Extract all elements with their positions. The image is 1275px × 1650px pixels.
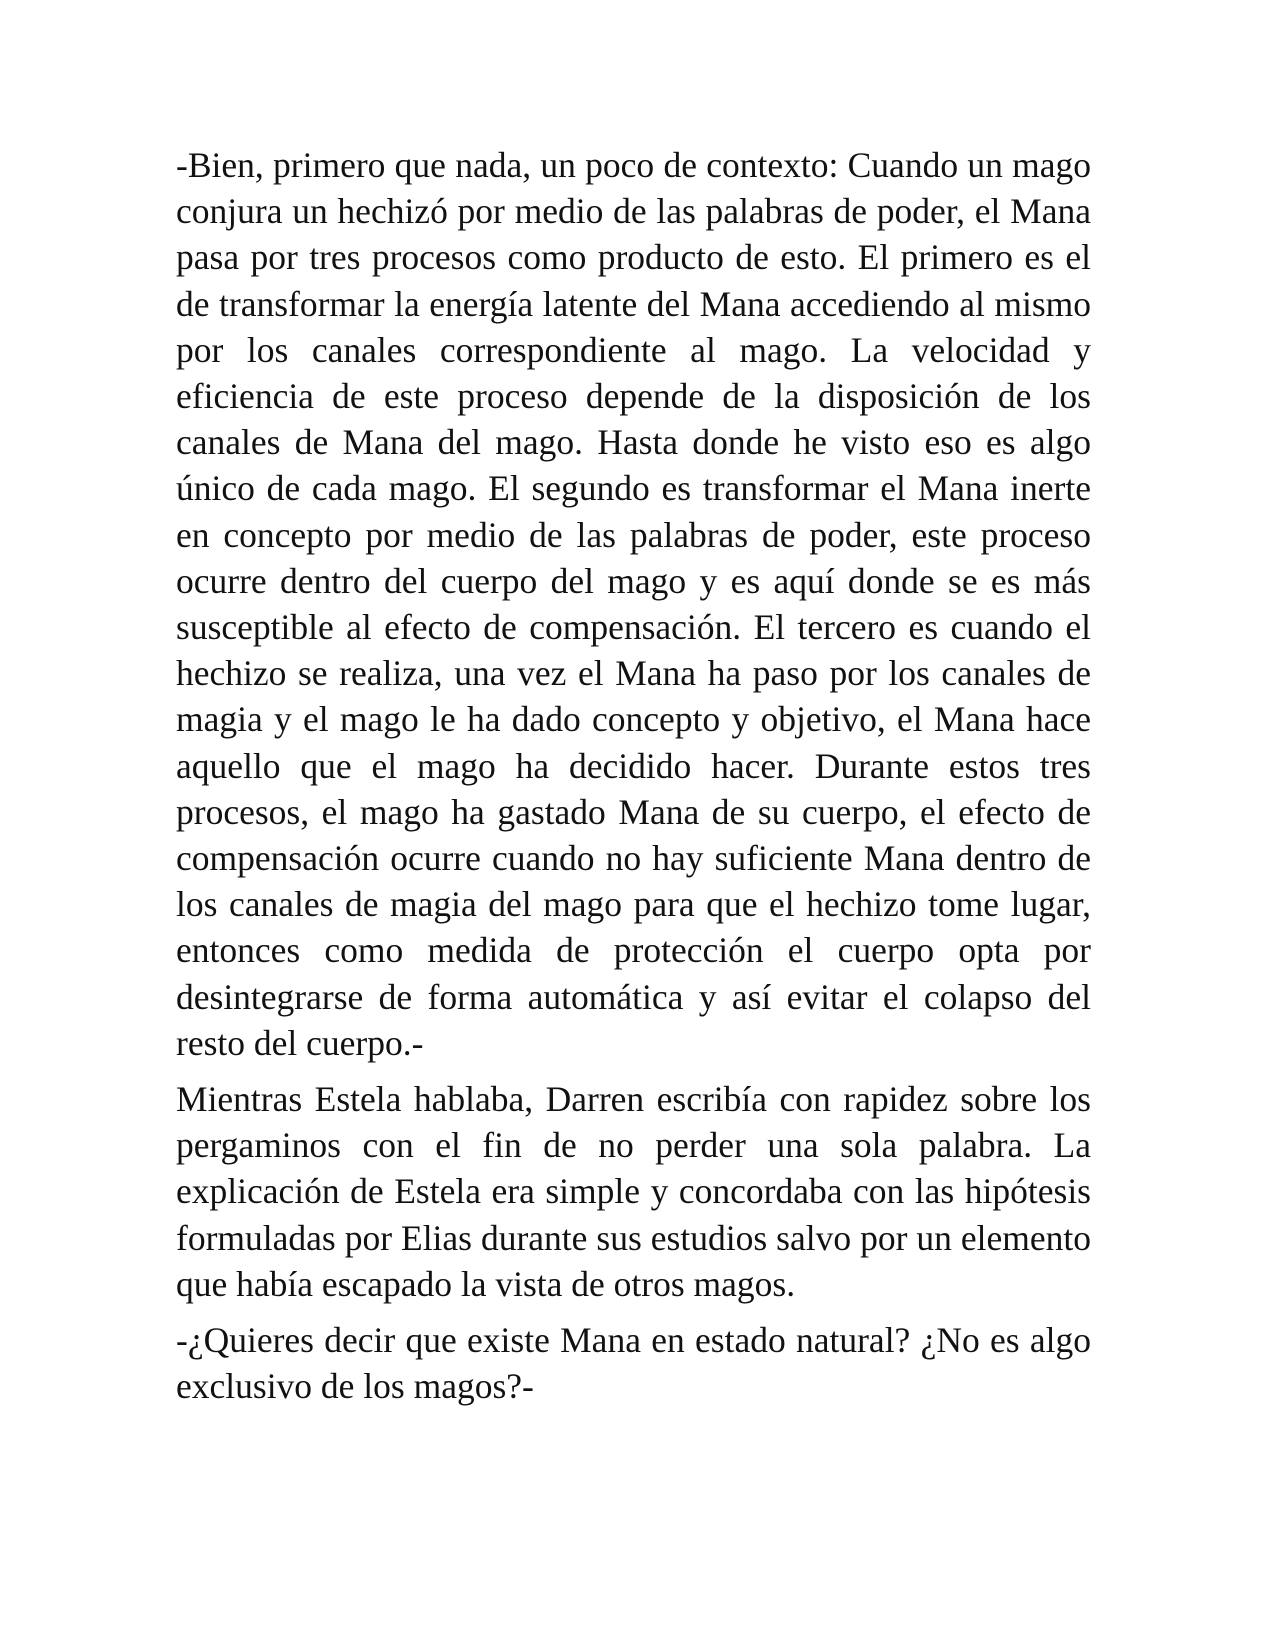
paragraph-darren-writing: Mientras Estela hablaba, Darren escribía con rapidez sobre los pergaminos con el fin de no perder una sola palabra. La explicación de Estela era simple y concordaba con las hipótesis formuladas por Elias durante sus estudios salvo por un elemento que había escapado la vista de otros magos. (176, 1079, 1091, 1304)
paragraph-estela-explanation: -Bien, primero que nada, un poco de contexto: Cuando un mago conjura un hechizó por medio de las palabras de poder, el Mana pasa por tres procesos como producto de esto. El primero es el de transformar la energía latente del Mana accediendo al mismo por los canales correspondiente al mago. La velocidad y eficiencia de este proceso depende de la disposición de los canales de Mana del mago. Hasta donde he visto eso es algo único de cada mago. El segundo es transformar el Mana inerte en concepto por medio de las palabras de poder, este proceso ocurre dentro del cuerpo del mago y es aquí donde se es más susceptible al efecto de compensación. El tercero es cuando el hechizo se realiza, una vez el Mana ha paso por los canales de magia y el mago le ha dado concepto y objetivo, el Mana hace aquello que el mago ha decidido hacer. Durante estos tres procesos, el mago ha gastado Mana de su cuerpo, el efecto de compensación ocurre cuando no hay suficiente Mana dentro de los canales de magia del mago para que el hechizo tome lugar, entonces como medida de protección el cuerpo opta por desintegrarse de forma automática y así evitar el colapso del resto del cuerpo.- (176, 145, 1091, 1063)
paragraph-question: -¿Quieres decir que existe Mana en estado natural? ¿No es algo exclusivo de los magos?- (176, 1320, 1091, 1407)
document-page (176, 142, 1091, 1419)
